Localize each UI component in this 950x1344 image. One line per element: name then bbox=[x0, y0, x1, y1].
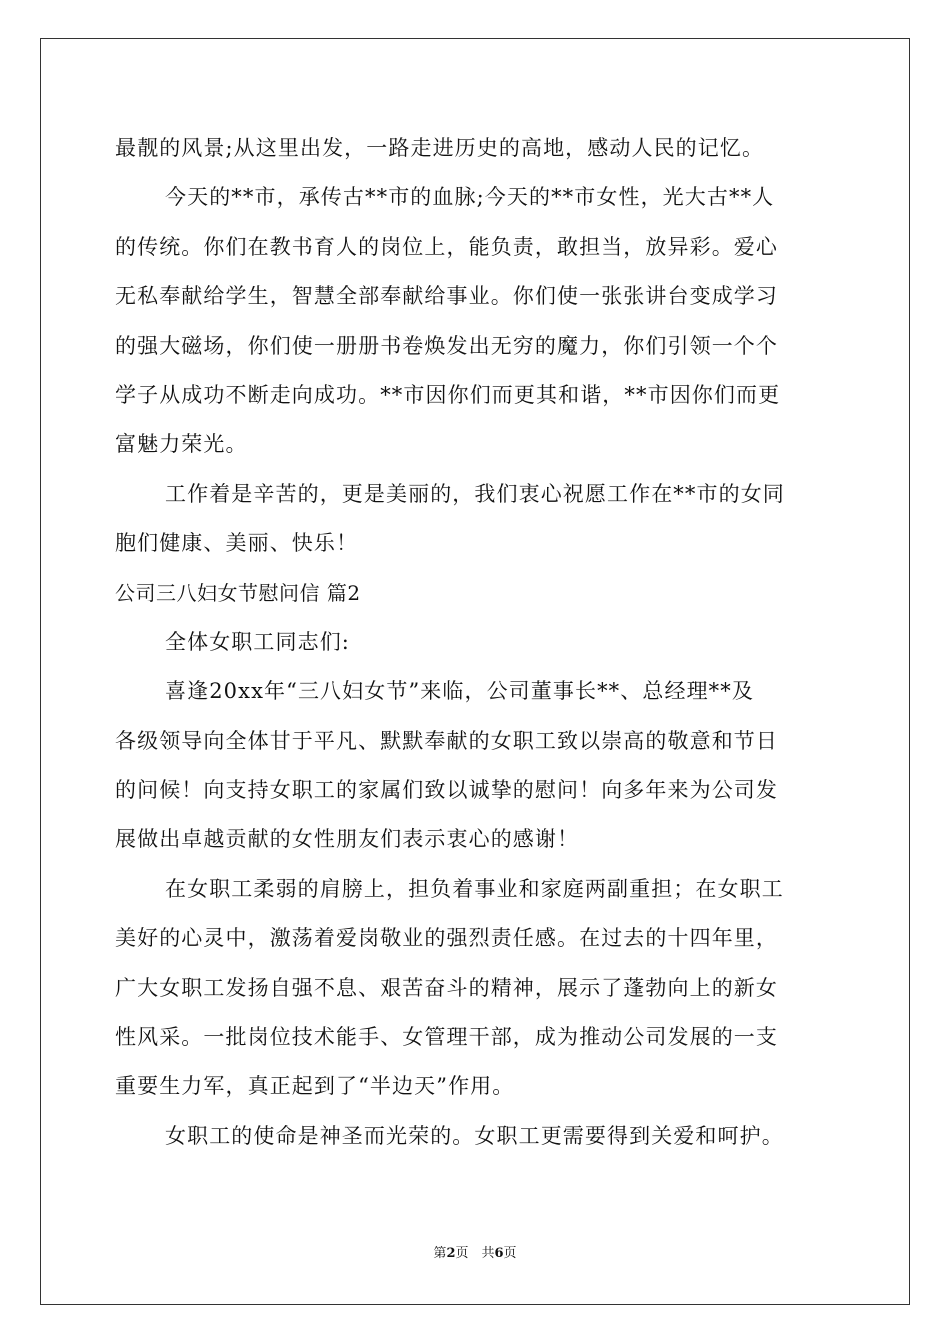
document-body bbox=[115, 124, 839, 1161]
text-line-6: 学子从成功不断走向成功。**市因你们而更其和谐，**市因你们而更 bbox=[115, 382, 781, 407]
footer-middle: 页 共 bbox=[455, 1246, 495, 1261]
text-line-21: 女职工的使命是神圣而光荣的。女职工更需要得到关爱和呵护。 bbox=[165, 1123, 784, 1148]
text-line-4: 无私奉献给学生，智慧全部奉献给事业。你们使一张张讲台变成学习 bbox=[115, 284, 778, 309]
text-line-7: 富魅力荣光。 bbox=[115, 432, 248, 457]
text-line-1: 最靓的风景;从这里出发，一路走进历史的高地，感动人民的记忆。 bbox=[115, 136, 765, 160]
text-line-2: 今天的**市，承传古**市的血脉;今天的**市女性，光大古**人 bbox=[165, 185, 775, 210]
text-line-19: 性风采。一批岗位技术能手、女管理干部，成为推动公司发展的一支 bbox=[115, 1025, 778, 1050]
text-line-3: 的传统。你们在教书育人的岗位上，能负责，敢担当，放异彩。爱心 bbox=[115, 234, 778, 259]
footer-suffix: 页 bbox=[503, 1246, 517, 1261]
text-line-17: 美好的心灵中，激荡着爱岗敬业的强烈责任感。在过去的十四年里， bbox=[115, 926, 778, 951]
text-line-20: 重要生力军，真正起到了“半边天”作用。 bbox=[115, 1074, 515, 1099]
text-line-18: 广大女职工发扬自强不息、艰苦奋斗的精神，展示了蓬勃向上的新女 bbox=[115, 975, 778, 1000]
text-line-5: 的强大磁场，你们使一册册书卷焕发出无穷的魔力，你们引领一个个 bbox=[115, 333, 778, 358]
footer-prefix: 第 bbox=[433, 1246, 447, 1261]
text-line-14: 的问候！向支持女职工的家属们致以诚挚的慰问！向多年来为公司发 bbox=[115, 778, 778, 803]
total-page-number: 6 bbox=[494, 1246, 504, 1261]
text-line-16: 在女职工柔弱的肩膀上，担负着事业和家庭两副重担；在女职工 bbox=[165, 876, 784, 901]
current-page-number: 2 bbox=[446, 1246, 456, 1261]
text-line-9: 胞们健康、美丽、快乐！ bbox=[115, 531, 359, 556]
salutation-line: 全体女职工同志们: bbox=[165, 629, 350, 654]
text-line-12: 喜逢20xx年“三八妇女节”来临，公司董事长**、总经理**及 bbox=[165, 679, 754, 704]
page-footer bbox=[0, 1245, 950, 1263]
text-line-15: 展做出卓越贡献的女性朋友们表示衷心的感谢！ bbox=[115, 827, 580, 852]
text-line-13: 各级领导向全体甘于平凡、默默奉献的女职工致以崇高的敬意和节日 bbox=[115, 728, 778, 753]
text-line-8: 工作着是辛苦的，更是美丽的，我们衷心祝愿工作在**市的女同 bbox=[165, 481, 785, 506]
section-heading: 公司三八妇女节慰问信 篇2 bbox=[115, 580, 361, 605]
